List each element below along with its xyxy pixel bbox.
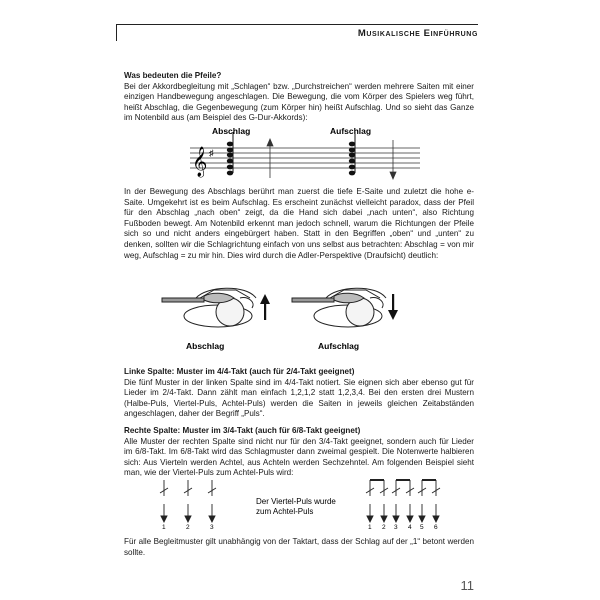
player-right bbox=[292, 288, 386, 327]
guitar-illustration bbox=[160, 268, 420, 352]
chord-down bbox=[227, 132, 233, 175]
caption-aufschlag: Aufschlag bbox=[318, 341, 360, 351]
section-body: Die fünf Muster in der linken Spalte sind im 4/4-Takt notiert. Sie eignen sich aber ebenso gut für Lieder im 2/4-Takt. Dann zählt man einfach 1,2,1,2 statt 1,2,3,4. Bei den ersten drei Mustern (Halbe-Puls, Viertel-Puls, Achtel-Puls) werden die Saiten in jeweils gleichen Zeitabständen angeschlagen, daher der Begriff „Puls“. bbox=[124, 377, 474, 419]
caption-abschlag: Abschlag bbox=[186, 341, 225, 351]
chord-up bbox=[349, 132, 355, 175]
count-left-1: 1 bbox=[162, 524, 166, 530]
arrow-down-notation bbox=[390, 140, 396, 179]
arrow-up-notation bbox=[267, 139, 273, 178]
section-body: In der Bewegung des Abschlags berührt man zuerst die tiefe E-Saite und zuletzt die hohe e-Saite. Umgekehrt ist es beim Aufschlag. Es erscheint zunächst vielleicht paradox, dass der Pfeil für den Abschlag „nach oben“ zeigt, da die Hand sich dabei „nach unten“, also Richtung Fußboden bewegt. Am Notenbild erkennt man jedoch schnell, warum die Richtungen der Pfeile sich so und nicht anders eingebürgert haben. Statt in den Begriffen „oben“ und „unten“ zu denken, sollten wir die Schlagrichtung einfach von uns selbst aus betrachten: Abschlag = von mir weg, Aufschlag = zu mir hin. Dies wird durch die Adler-Perspektive (Draufsicht) deutlich: bbox=[124, 187, 474, 260]
header-marker bbox=[116, 24, 117, 41]
arrow-down-icon bbox=[388, 294, 398, 320]
section-heading: Linke Spalte: Muster im 4/4-Takt (auch für 2/4-Takt geeignet) bbox=[124, 367, 355, 376]
section-body: Für alle Begleitmuster gilt unabhängig von der Taktart, dass der Schlag auf der „1“ betont werden sollte. bbox=[124, 537, 474, 557]
header-rule bbox=[116, 24, 478, 25]
arrow-up-icon bbox=[260, 294, 270, 320]
section-explanation bbox=[124, 187, 474, 261]
quarter-pulse bbox=[160, 480, 216, 522]
section-footer bbox=[124, 537, 474, 558]
eighth-pulse bbox=[366, 480, 440, 522]
section-body: Alle Muster der rechten Spalte sind nicht nur für den 3/4-Takt geeignet, sondern auch für Lieder im 6/8-Takt. Im 6/8-Takt wird das Schlagmuster dann zweimal gespielt. Die Notenwerte halbieren sich: Aus Vierteln werden Achtel, aus Achteln werden Sechzehntel. Am folgenden Beispiel sieht man, wie der Viertel-Puls zum Achtel-Puls wird: bbox=[124, 436, 474, 478]
sharp-sign: ♯ bbox=[209, 148, 214, 158]
treble-clef: 𝄞 bbox=[192, 146, 208, 176]
section-left-column bbox=[124, 367, 474, 420]
count-right-5: 5 bbox=[420, 524, 424, 530]
running-header: Musikalische Einführung bbox=[357, 28, 478, 39]
page-number: 11 bbox=[460, 578, 474, 593]
rhythm-caption-line1: Der Viertel-Puls wurde bbox=[256, 497, 336, 506]
notation-figure bbox=[190, 126, 420, 182]
count-right-6: 6 bbox=[434, 524, 438, 530]
rhythm-caption-line2: zum Achtel-Puls bbox=[256, 507, 314, 516]
rhythm-example bbox=[150, 476, 450, 530]
count-right-2: 2 bbox=[382, 524, 386, 530]
section-arrows bbox=[124, 71, 474, 124]
label-aufschlag: Aufschlag bbox=[330, 126, 372, 136]
count-right-1: 1 bbox=[368, 524, 372, 530]
section-right-column bbox=[124, 426, 474, 479]
section-body: Bei der Akkordbegleitung mit „Schlagen“ bzw. „Durchstreichen“ werden mehrere Saiten mit einer einzigen Handbewegung angeschlagen. Die Bewegung, die vom Körper des Spielers weg führt, heißt Abschlag, die Gegenbewegung (zum Körper hin) heißt Aufschlag. Und so sieht das Ganze im Notenbild aus (am Beispiel des G-Dur-Akkords): bbox=[124, 81, 474, 123]
count-right-4: 4 bbox=[408, 524, 412, 530]
section-heading: Rechte Spalte: Muster im 3/4-Takt (auch für 6/8-Takt geeignet) bbox=[124, 426, 361, 435]
count-right-3: 3 bbox=[394, 524, 398, 530]
label-abschlag: Abschlag bbox=[212, 126, 251, 136]
staff bbox=[190, 148, 420, 168]
count-left-3: 3 bbox=[210, 524, 214, 530]
count-left-2: 2 bbox=[186, 524, 190, 530]
section-heading: Was bedeuten die Pfeile? bbox=[124, 71, 222, 80]
player-left bbox=[162, 288, 256, 327]
